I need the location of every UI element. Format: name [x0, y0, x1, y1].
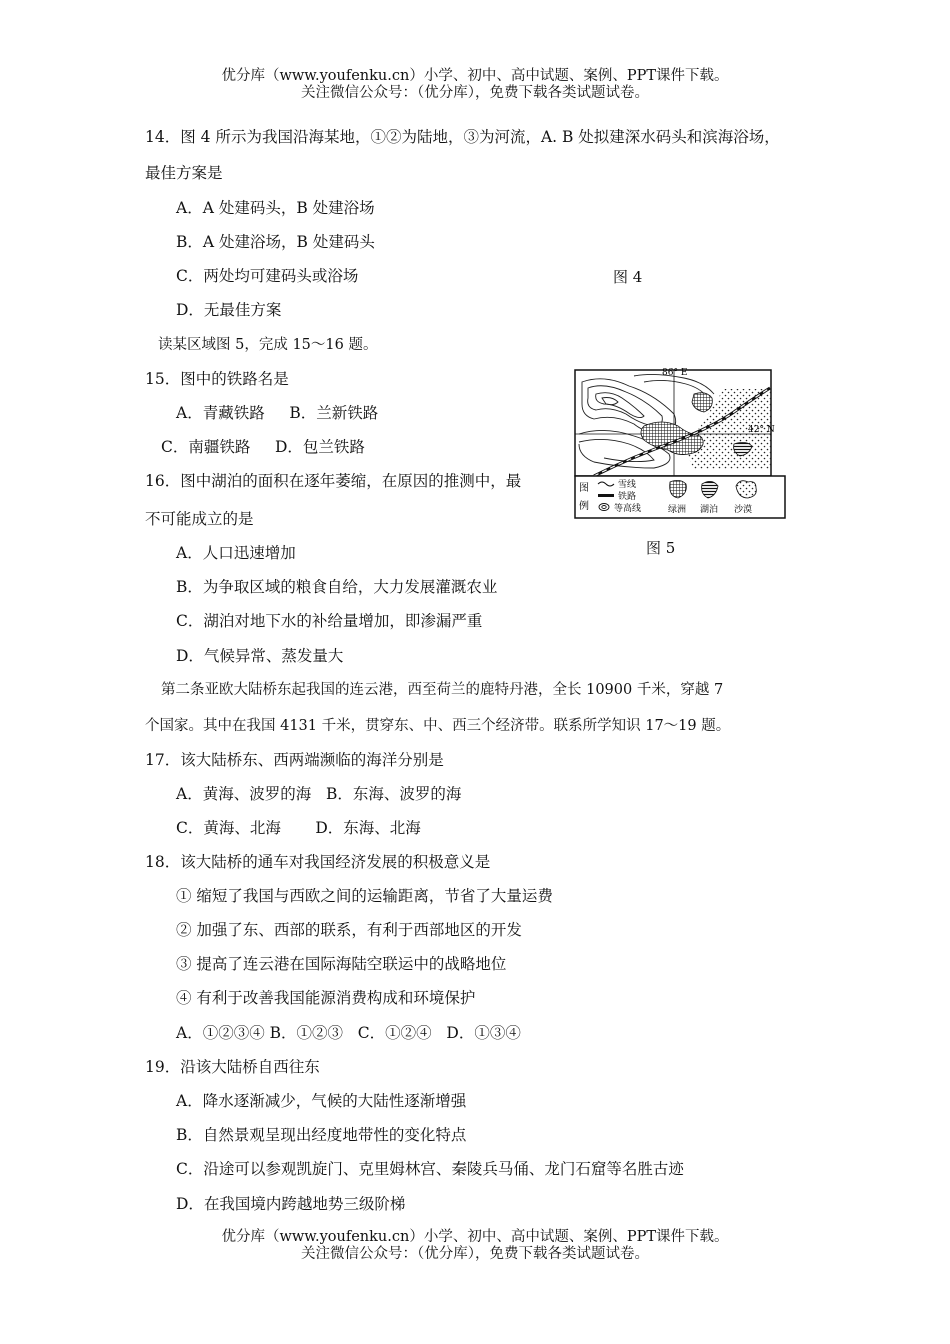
intro-17-line-1: 第二条亚欧大陆桥东起我国的连云港，西至荷兰的鹿特丹港，全长 10900 千米，穿越 7 [161, 682, 724, 698]
q16-stem-1: 16．图中湖泊的面积在逐年萎缩，在原因的推测中，最 [145, 472, 522, 490]
legend-desert-label: 沙漠 [734, 505, 753, 515]
header-line-1: 优分库（www.youfenku.cn）小学、初中、高中试题、案例、PPT课件下载。 [221, 68, 729, 84]
q14-option-d: D．无最佳方案 [176, 301, 282, 319]
q19-stem: 19．沿该大陆桥自西往东 [145, 1058, 320, 1076]
q18-options: A．①②③④ B．①②③ C．①②④ D．①③④ [176, 1024, 521, 1042]
q14-stem-1: 14．图 4 所示为我国沿海某地，①②为陆地，③为河流，A. B 处拟建深水码头和滨海浴场， [145, 128, 780, 146]
q18-statement-3: ③ 提高了连云港在国际海陆空联运中的战略地位 [176, 955, 507, 973]
q14-option-c: C．两处均可建码头或浴场 [176, 267, 359, 285]
q14-option-b: B．A 处建浴场，B 处建码头 [176, 233, 375, 251]
q15-stem: 15．图中的铁路名是 [145, 370, 289, 388]
q14-option-a: A．A 处建码头，B 处建浴场 [176, 199, 375, 217]
q18-statement-4: ④ 有利于改善我国能源消费构成和环境保护 [176, 989, 476, 1007]
q16-option-d: D．气候异常、蒸发量大 [176, 647, 344, 665]
header-line-2: 关注微信公众号：（优分库），免费下载各类试题试卷。 [301, 85, 649, 101]
legend-snowline-label: 雪线 [618, 480, 637, 490]
legend-railway-icon [598, 494, 614, 497]
figure-5-map [574, 364, 788, 520]
q18-statement-2: ② 加强了东、西部的联系，有利于西部地区的开发 [176, 921, 522, 939]
footer-line-2: 关注微信公众号：（优分库），免费下载各类试题试卷。 [301, 1246, 649, 1262]
lat-label: 42° N [748, 425, 775, 435]
legend-title-2: 例 [579, 501, 589, 512]
q16-option-b: B．为争取区域的粮食自给，大力发展灌溉农业 [176, 578, 498, 596]
q19-option-c: C．沿途可以参观凯旋门、克里姆林宫、秦陵兵马俑、龙门石窟等名胜古迹 [176, 1160, 684, 1178]
q15-options-cd: C．南疆铁路 D．包兰铁路 [161, 438, 365, 456]
q16-option-a: A．人口迅速增加 [176, 544, 296, 562]
q14-stem-2: 最佳方案是 [145, 164, 223, 182]
q15-options-ab: A．青藏铁路 B．兰新铁路 [176, 404, 379, 422]
legend-contour-label: 等高线 [614, 504, 642, 514]
figure-5-caption: 图 5 [646, 539, 676, 557]
q16-option-c: C．湖泊对地下水的补给量增加，即渗漏严重 [176, 612, 483, 630]
q18-stem: 18．该大陆桥的通车对我国经济发展的积极意义是 [145, 853, 491, 871]
q17-options-ab: A．黄海、波罗的海 B．东海、波罗的海 [176, 785, 462, 803]
q18-statement-1: ① 缩短了我国与西欧之间的运输距离，节省了大量运费 [176, 887, 553, 905]
legend-railway-label: 铁路 [618, 492, 637, 502]
q19-option-d: D．在我国境内跨越地势三级阶梯 [176, 1195, 406, 1213]
q17-stem: 17．该大陆桥东、西两端濒临的海洋分别是 [145, 751, 444, 769]
q17-options-cd: C．黄海、北海 D．东海、北海 [176, 819, 421, 837]
legend-title-1: 图 [579, 483, 589, 494]
legend-lake-label: 湖泊 [700, 505, 719, 515]
intro-17-line-2: 个国家。其中在我国 4131 千米，贯穿东、中、西三个经济带。联系所学知识 17～19 题。 [145, 718, 731, 734]
q19-option-b: B．自然景观呈现出经度地带性的变化特点 [176, 1126, 467, 1144]
footer-line-1: 优分库（www.youfenku.cn）小学、初中、高中试题、案例、PPT课件下载。 [221, 1229, 729, 1245]
intro-15-16: 读某区域图 5，完成 15～16 题。 [158, 337, 378, 353]
lon-label: 86° E [662, 368, 688, 378]
q16-stem-2: 不可能成立的是 [145, 510, 254, 528]
q19-option-a: A．降水逐渐减少，气候的大陆性逐渐增强 [176, 1092, 467, 1110]
figure-4-caption: 图 4 [613, 268, 643, 286]
legend-oasis-label: 绿洲 [668, 505, 687, 515]
